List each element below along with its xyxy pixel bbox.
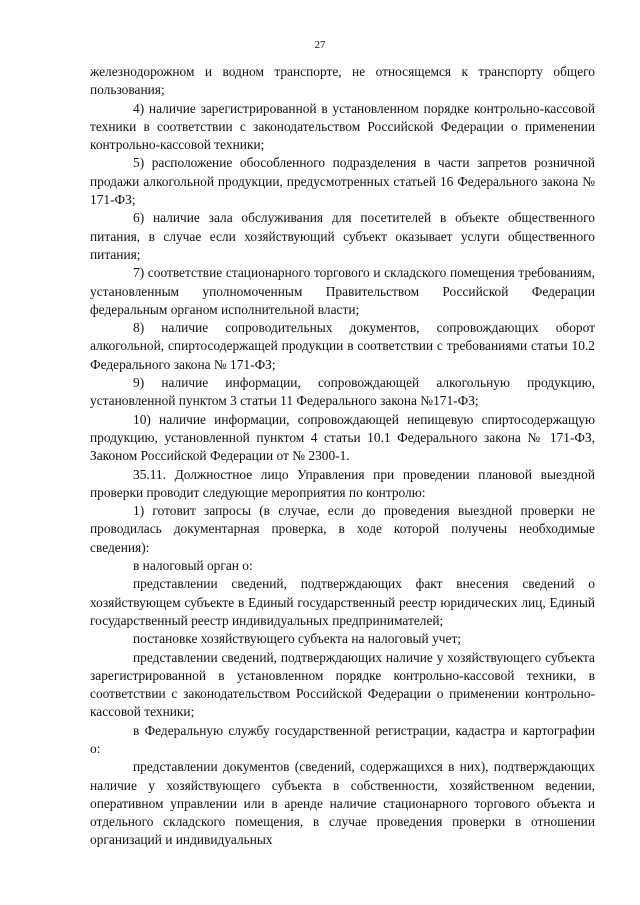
paragraph: в налоговый орган о: [133, 558, 253, 574]
paragraph: 5) расположение обособленного подразделения в части запретов розничной продажи алкогольной продукции, предусмотренных статьей 16 Федерального закона № 171-ФЗ; [90, 155, 595, 208]
paragraph: 8) наличие сопроводительных документов, сопровождающих оборот алкогольной, спиртосодержащей продукции в соответствии с требованиями статьи 10.2 Федерального закона № 171-ФЗ; [90, 320, 595, 372]
paragraph: 1) готовит запросы (в случае, если до проведения выездной проверки не проводилась документарная проверка, в ходе которой получены необходимые сведения): [90, 503, 595, 555]
paragraph: представлении документов (сведений, содержащихся в них), подтверждающих наличие у хозяйствующего субъекта в собственности, хозяйственном ведении, оперативном управлении или в аренде наличие стационарного торгового объекта и отдельного складского помещения, в случае проведения проверки в отношении организаций и индивидуальных [90, 759, 595, 848]
paragraph: 6) наличие зала обслуживания для посетителей в объекте общественного питания, в случае если хозяйствующий субъект оказывает услуги общественного питания; [90, 210, 595, 262]
paragraph: представлении сведений, подтверждающих факт внесения сведений о хозяйствующем субъекте в Единый государственный реестр юридических лиц, Единый государственный реестр индивидуальных предпринимателей; [90, 576, 595, 628]
paragraph: в Федеральную службу государственной регистрации, кадастра и картографии о: [90, 722, 595, 756]
paragraph: 10) наличие информации, сопровождающей непищевую спиртосодержащую продукцию, установленной пунктом 4 статьи 10.1 Федерального закона № 171-ФЗ, Законом Российской Федерации от № 2300-1. [90, 411, 595, 464]
paragraph: 9) наличие информации, сопровождающей алкогольную продукцию, установленной пунктом 3 статьи 11 Федерального закона №171-ФЗ; [90, 375, 595, 409]
paragraph: 4) наличие зарегистрированной в установленном порядке контрольно-кассовой техники в соответствии с законодательством Российской Федерации о применении контрольно-кассовой техники; [90, 100, 595, 153]
paragraph: постановке хозяйствующего субъекта на налоговый учет; [133, 631, 462, 647]
paragraph: 7) соответствие стационарного торгового и складского помещения требованиям, установленным уполномоченным Правительством Российской Федерации федеральным органом исполнительной власти; [90, 265, 595, 317]
paragraph: 35.11. Должностное лицо Управления при проведении плановой выездной проверки проводит следующие мероприятия по контролю: [90, 466, 595, 500]
document-body [90, 63, 595, 850]
paragraph: представлении сведений, подтверждающих наличие у хозяйствующего субъекта зарегистрированной в установленном порядке контрольно-кассовой техники, в соответствии с законодательством Российской Федерации о применении контрольно-кассовой техники; [90, 649, 595, 720]
page-number: 27 [314, 39, 326, 51]
paragraph: железнодорожном и водном транспорте, не относящемся к транспорту общего пользования; [90, 64, 595, 98]
